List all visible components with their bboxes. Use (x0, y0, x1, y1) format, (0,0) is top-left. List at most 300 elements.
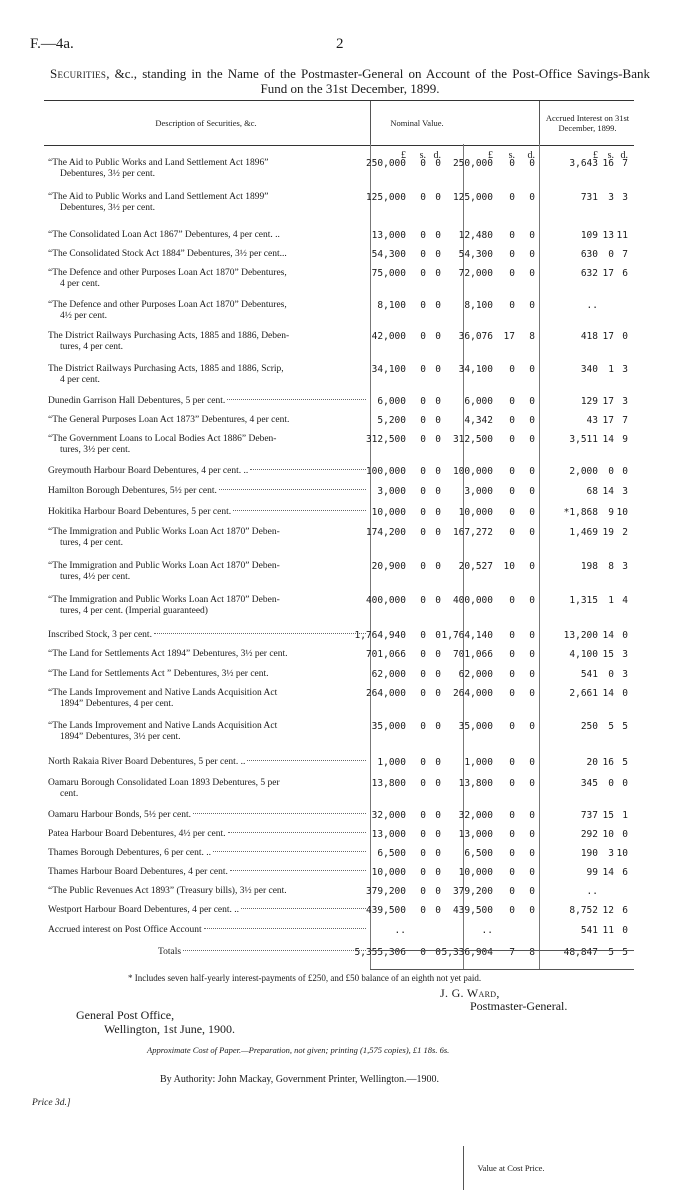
cost-pence: 0 (529, 721, 535, 732)
description-line (48, 158, 366, 169)
unit-label: s. (508, 150, 515, 161)
nominal-pounds: 34,100 (371, 364, 406, 375)
accrued-pence: 10 (616, 848, 628, 859)
table-row (44, 527, 634, 549)
nominal-shillings: 0 (420, 434, 426, 445)
nominal-shillings: 0 (420, 466, 426, 477)
cost-pounds: 12,480 (458, 230, 493, 241)
cost-pence: 0 (529, 757, 535, 768)
nominal-shillings: 0 (420, 507, 426, 518)
nominal-shillings: 0 (420, 300, 426, 311)
accrued-shillings: 10 (602, 829, 614, 840)
description-text: “The Government Loans to Local Bodies Act 1886” Deben- (48, 434, 277, 444)
accrued-pounds: 190 (580, 848, 598, 859)
accrued-pence: 5 (622, 947, 628, 958)
unit-label: d. (620, 150, 628, 161)
description-line (48, 595, 366, 606)
accrued-pounds: 2,000 (569, 466, 598, 477)
description-line (48, 486, 366, 497)
nominal-pence: 0 (435, 300, 441, 311)
office-date: Wellington, 1st June, 1900. (104, 1022, 236, 1036)
security-description (48, 268, 366, 290)
cost-shillings: 0 (509, 630, 515, 641)
description-continuation: 4½ per cent. (60, 311, 107, 321)
nominal-pounds: 13,000 (371, 230, 406, 241)
cost-pounds: 20,527 (458, 561, 493, 572)
paper-cost-note (147, 1045, 449, 1055)
description-continuation: tures, 4 per cent. (60, 342, 124, 352)
accrued-pounds: .. (586, 300, 598, 311)
totals-bottom-rule (370, 969, 634, 970)
description-line (48, 778, 366, 789)
nominal-pounds: 13,000 (371, 829, 406, 840)
table-row (44, 630, 634, 641)
table-row (44, 268, 634, 290)
description-continuation: cent. (60, 789, 79, 799)
accrued-pence: 0 (622, 466, 628, 477)
security-description (48, 158, 366, 180)
description-text: “The Defence and other Purposes Loan Act 1870” Debentures, (48, 300, 287, 310)
accrued-pounds: 109 (580, 230, 598, 241)
table-row (44, 867, 634, 878)
cost-pounds: 379,200 (452, 886, 493, 897)
accrued-pence: 3 (622, 561, 628, 572)
table-row (44, 230, 634, 241)
security-description (48, 630, 366, 641)
cost-pounds: 701,066 (452, 649, 493, 660)
table-row (44, 507, 634, 518)
accrued-pence: 9 (622, 434, 628, 445)
nominal-shillings: 0 (420, 249, 426, 260)
cost-pence: 0 (529, 905, 535, 916)
nominal-pence: 0 (435, 848, 441, 859)
description-continuation: Debentures, 3½ per cent. (60, 169, 155, 179)
accrued-pounds: 3,511 (569, 434, 598, 445)
accrued-pounds: 8,752 (569, 905, 598, 916)
description-line (48, 867, 366, 878)
nominal-shillings: 0 (420, 867, 426, 878)
description-text: Thames Borough Debentures, 6 per cent. .. (48, 848, 212, 858)
accrued-shillings: 5 (608, 947, 614, 958)
nominal-pounds: 100,000 (365, 466, 406, 477)
cost-pence: 0 (529, 886, 535, 897)
accrued-pounds: 737 (580, 810, 598, 821)
table-row (44, 947, 634, 958)
cost-shillings: 17 (503, 331, 515, 342)
description-text: “The Immigration and Public Works Loan Act 1870” Deben- (48, 561, 280, 571)
cost-pounds: 6,000 (464, 396, 493, 407)
table-row (44, 486, 634, 497)
accrued-pounds: 345 (580, 778, 598, 789)
nominal-shillings: 0 (420, 595, 426, 606)
accrued-shillings: 0 (608, 778, 614, 789)
unit-label: s. (607, 150, 614, 161)
security-description (48, 249, 366, 260)
accrued-shillings: 1 (608, 364, 614, 375)
cost-shillings: 0 (509, 595, 515, 606)
nominal-pence: 0 (435, 630, 441, 641)
nominal-pence: 0 (435, 649, 441, 660)
nominal-shillings: 0 (420, 947, 426, 958)
dot-leader (213, 851, 366, 852)
accrued-pounds: 632 (580, 268, 598, 279)
nominal-shillings: 0 (420, 778, 426, 789)
nominal-pence: 0 (435, 721, 441, 732)
description-text: Totals (158, 947, 182, 957)
description-text: Dunedin Garrison Hall Debentures, 5 per cent. (48, 396, 226, 406)
accrued-pounds: 1,315 (569, 595, 598, 606)
description-line (48, 810, 366, 821)
column-header-cost-label: Value at Cost Price. (477, 1163, 545, 1173)
cost-shillings: 0 (509, 829, 515, 840)
description-continuation: 1894” Debentures, 3½ per cent. (60, 732, 181, 742)
title-lead: Securities (50, 66, 107, 81)
security-description (48, 486, 366, 497)
description-text: “The Consolidated Stock Act 1884” Debentures, 3½ per cent... (48, 249, 287, 259)
column-header-cost (463, 1146, 558, 1190)
description-line (48, 630, 366, 641)
cost-shillings: 0 (509, 466, 515, 477)
accrued-pounds: 541 (580, 669, 598, 680)
accrued-shillings: 3 (608, 848, 614, 859)
column-header-accrued: Accrued Interest on 31st December, 1899. (539, 101, 635, 145)
cost-pounds: 13,000 (458, 829, 493, 840)
table-row (44, 721, 634, 743)
nominal-shillings: 0 (420, 561, 426, 572)
accrued-pounds: 20 (586, 757, 598, 768)
description-text: Hamilton Borough Debentures, 5½ per cent. (48, 486, 217, 496)
security-description (48, 925, 366, 936)
table-row (44, 192, 634, 214)
description-text: “The General Purposes Loan Act 1873” Debentures, 4 per cent. (48, 415, 290, 425)
nominal-pence: 0 (435, 886, 441, 897)
accrued-shillings: 3 (608, 192, 614, 203)
cost-shillings: 0 (509, 230, 515, 241)
description-text: Westport Harbour Board Debentures, 4 per cent. .. (48, 905, 240, 915)
cost-pounds: 36,076 (458, 331, 493, 342)
accrued-pence: 4 (622, 595, 628, 606)
cost-pounds: 32,000 (458, 810, 493, 821)
description-line (48, 886, 366, 897)
description-text: “The Land for Settlements Act 1894” Debentures, 3½ per cent. (48, 649, 288, 659)
nominal-pence: 0 (435, 527, 441, 538)
cost-pence: 0 (529, 595, 535, 606)
cost-pounds: 10,000 (458, 507, 493, 518)
cost-pounds: 3,000 (464, 486, 493, 497)
nominal-pounds: .. (394, 925, 406, 936)
cost-pence: 0 (529, 486, 535, 497)
cost-shillings: 0 (509, 778, 515, 789)
security-description (48, 434, 366, 456)
footnote: * Includes seven half-yearly interest-payments of £250, and £50 balance of an eighth not yet paid. (128, 973, 482, 983)
cost-pounds: 62,000 (458, 669, 493, 680)
description-line (48, 192, 366, 203)
nominal-pounds: 379,200 (365, 886, 406, 897)
nominal-pounds: 174,200 (365, 527, 406, 538)
cost-pounds: 8,100 (464, 300, 493, 311)
cost-pounds: .. (481, 925, 493, 936)
accrued-pence: 0 (622, 331, 628, 342)
accrued-pounds: 13,200 (563, 630, 598, 641)
nominal-shillings: 0 (420, 688, 426, 699)
accrued-pence: 6 (622, 905, 628, 916)
description-line (48, 249, 366, 260)
table-row (44, 396, 634, 407)
nominal-pounds: 439,500 (365, 905, 406, 916)
table-row (44, 669, 634, 680)
security-description (48, 300, 366, 322)
page-number: 2 (336, 36, 344, 52)
nominal-shillings: 0 (420, 630, 426, 641)
accrued-pence: 7 (622, 415, 628, 426)
cost-shillings: 0 (509, 434, 515, 445)
cost-pence: 0 (529, 810, 535, 821)
description-line (48, 925, 366, 936)
nominal-pence: 0 (435, 947, 441, 958)
nominal-pence: 0 (435, 688, 441, 699)
accrued-shillings: 19 (602, 527, 614, 538)
description-text: Greymouth Harbour Board Debentures, 4 per cent. .. (48, 466, 249, 476)
description-line (48, 507, 366, 518)
paper-cost-text: Approximate Cost of Paper.—Preparation, not given; printing (1,575 copies), £1 18s. 6s. (147, 1045, 450, 1055)
description-text: “The Immigration and Public Works Loan Act 1870” Deben- (48, 595, 280, 605)
description-line (48, 669, 366, 680)
table-row (44, 158, 634, 180)
cost-shillings: 0 (509, 249, 515, 260)
security-description (48, 331, 366, 353)
cost-shillings: 0 (509, 721, 515, 732)
description-line (48, 561, 366, 572)
accrued-shillings: 17 (602, 396, 614, 407)
table-row (44, 778, 634, 800)
cost-shillings: 0 (509, 507, 515, 518)
nominal-pounds: 62,000 (371, 669, 406, 680)
accrued-pence: 3 (622, 364, 628, 375)
cost-shillings: 7 (509, 947, 515, 958)
nominal-pounds: 250,000 (365, 158, 406, 169)
cost-pence: 0 (529, 364, 535, 375)
accrued-pence: 3 (622, 669, 628, 680)
cost-pence: 0 (529, 527, 535, 538)
cost-pounds: 10,000 (458, 867, 493, 878)
title-rest: , &c., standing in the Name of the Postmaster-General on Account of the Post-Office Savings-Bank Fund on the 31st December, 1899. (106, 66, 650, 96)
nominal-pence: 0 (435, 486, 441, 497)
cost-pence: 0 (529, 300, 535, 311)
cost-pounds: 34,100 (458, 364, 493, 375)
accrued-pence: 3 (622, 649, 628, 660)
accrued-pence: 3 (622, 396, 628, 407)
accrued-shillings: 16 (602, 158, 614, 169)
table-row (44, 688, 634, 710)
nominal-pence: 0 (435, 778, 441, 789)
accrued-pounds: 68 (586, 486, 598, 497)
description-line (48, 757, 366, 768)
description-line (48, 688, 366, 699)
description-text: Oamaru Harbour Bonds, 5½ per cent. (48, 810, 191, 820)
description-line (48, 829, 366, 840)
nominal-pounds: 75,000 (371, 268, 406, 279)
description-text: “The Consolidated Loan Act 1867” Debentures, 4 per cent. .. (48, 230, 280, 240)
cost-pence: 0 (529, 649, 535, 660)
accrued-shillings: 17 (602, 415, 614, 426)
cost-pence: 0 (529, 669, 535, 680)
cost-pounds: 4,342 (464, 415, 493, 426)
security-description (48, 466, 366, 477)
description-continuation: 4 per cent. (60, 279, 100, 289)
nominal-shillings: 0 (420, 757, 426, 768)
nominal-pounds: 8,100 (377, 300, 406, 311)
security-description (48, 848, 366, 859)
nominal-shillings: 0 (420, 669, 426, 680)
cost-pence: 0 (529, 230, 535, 241)
description-text: “The Aid to Public Works and Land Settlement Act 1899” (48, 192, 269, 202)
accrued-shillings: 13 (602, 230, 614, 241)
accrued-pounds: 4,100 (569, 649, 598, 660)
nominal-pounds: 125,000 (365, 192, 406, 203)
table-row (44, 905, 634, 916)
cost-shillings: 0 (509, 527, 515, 538)
description-line (48, 230, 366, 241)
cost-pence: 0 (529, 507, 535, 518)
cost-pounds: 1,764,140 (441, 630, 493, 641)
cost-shillings: 0 (509, 649, 515, 660)
accrued-pence: 5 (622, 757, 628, 768)
description-text: North Rakaia River Board Debentures, 5 per cent. .. (48, 757, 246, 767)
accrued-shillings: 9 (608, 507, 614, 518)
nominal-shillings: 0 (420, 527, 426, 538)
description-text: Thames Harbour Board Debentures, 4 per cent. (48, 867, 228, 877)
security-description (48, 886, 366, 897)
description-text: “The Immigration and Public Works Loan Act 1870” Deben- (48, 527, 280, 537)
nominal-pence: 0 (435, 829, 441, 840)
table-row (44, 886, 634, 897)
security-description (48, 507, 366, 518)
description-line (48, 721, 366, 732)
cost-shillings: 0 (509, 268, 515, 279)
cost-shillings: 0 (509, 886, 515, 897)
accrued-pence: 0 (622, 829, 628, 840)
accrued-pence: 0 (622, 630, 628, 641)
nominal-pence: 0 (435, 669, 441, 680)
description-line (48, 268, 366, 279)
accrued-pounds: 731 (580, 192, 598, 203)
table-row (44, 925, 634, 936)
security-description (48, 669, 366, 680)
description-text: Hokitika Harbour Board Debentures, 5 per cent. (48, 507, 232, 517)
cost-shillings: 0 (509, 669, 515, 680)
security-description (48, 561, 366, 583)
accrued-shillings: 14 (602, 867, 614, 878)
cost-shillings: 10 (503, 561, 515, 572)
accrued-shillings: 11 (602, 925, 614, 936)
cost-pounds: 100,000 (452, 466, 493, 477)
dot-leader (183, 950, 366, 951)
security-description (48, 867, 366, 878)
signature-name: J. G. Ward, (440, 986, 500, 1000)
nominal-shillings: 0 (420, 848, 426, 859)
unit-label: d. (527, 150, 535, 161)
description-text: “The Lands Improvement and Native Lands Acquisition Act (48, 688, 278, 698)
nominal-pence: 0 (435, 230, 441, 241)
security-description (48, 757, 366, 768)
table-row (44, 331, 634, 353)
nominal-shillings: 0 (420, 721, 426, 732)
authority-line: By Authority: John Mackay, Government Printer, Wellington.—1900. (160, 1074, 440, 1085)
cost-pence: 0 (529, 466, 535, 477)
table-row (44, 757, 634, 768)
table-row (44, 829, 634, 840)
unit-label: £ (593, 150, 598, 161)
security-description (48, 829, 366, 840)
accrued-pence: 6 (622, 867, 628, 878)
description-text: The District Railways Purchasing Acts, 1885 and 1886, Deben- (48, 331, 290, 341)
cost-pence: 0 (529, 778, 535, 789)
nominal-pence: 0 (435, 466, 441, 477)
cost-pence: 8 (529, 947, 535, 958)
nominal-pence: 0 (435, 249, 441, 260)
accrued-shillings: 14 (602, 688, 614, 699)
document-ref: F.—4a. (30, 36, 74, 52)
description-continuation: 4 per cent. (60, 375, 100, 385)
nominal-pence: 0 (435, 434, 441, 445)
cost-pounds: 5,336,904 (441, 947, 493, 958)
cost-shillings: 0 (509, 396, 515, 407)
security-description (48, 415, 366, 426)
cost-pounds: 1,000 (464, 757, 493, 768)
cost-shillings: 0 (509, 905, 515, 916)
unit-label: d. (433, 150, 441, 161)
description-continuation: Debentures, 3½ per cent. (60, 203, 155, 213)
description-line (48, 905, 366, 916)
nominal-pounds: 20,900 (371, 561, 406, 572)
accrued-shillings: 0 (608, 249, 614, 260)
cost-shillings: 0 (509, 364, 515, 375)
cost-pence: 0 (529, 829, 535, 840)
office-address: General Post Office, (76, 1008, 175, 1022)
nominal-shillings: 0 (420, 331, 426, 342)
description-line (48, 649, 366, 660)
cost-shillings: 0 (509, 867, 515, 878)
signature-title: Postmaster-General. (470, 999, 568, 1013)
table-row (44, 364, 634, 386)
cost-pounds: 264,000 (452, 688, 493, 699)
column-header-description: Description of Securities, &c. (155, 118, 257, 128)
cost-pence: 0 (529, 867, 535, 878)
nominal-pence: 0 (435, 905, 441, 916)
nominal-pounds: 10,000 (371, 507, 406, 518)
accrued-pence: 0 (622, 925, 628, 936)
cost-pence: 0 (529, 158, 535, 169)
dot-leader (154, 633, 366, 634)
nominal-pence: 0 (435, 192, 441, 203)
nominal-shillings: 0 (420, 364, 426, 375)
description-line (48, 396, 366, 407)
nominal-pounds: 6,500 (377, 848, 406, 859)
accrued-shillings: 14 (602, 486, 614, 497)
nominal-pence: 0 (435, 268, 441, 279)
accrued-pounds: 292 (580, 829, 598, 840)
accrued-shillings: 0 (608, 669, 614, 680)
nominal-pounds: 54,300 (371, 249, 406, 260)
cost-shillings: 0 (509, 688, 515, 699)
accrued-pounds: 1,469 (569, 527, 598, 538)
document-title (50, 66, 650, 96)
accrued-pounds: 630 (580, 249, 598, 260)
security-description (48, 721, 366, 743)
accrued-pounds: *1,868 (563, 507, 598, 518)
nominal-pence: 0 (435, 595, 441, 606)
description-line (48, 364, 366, 375)
